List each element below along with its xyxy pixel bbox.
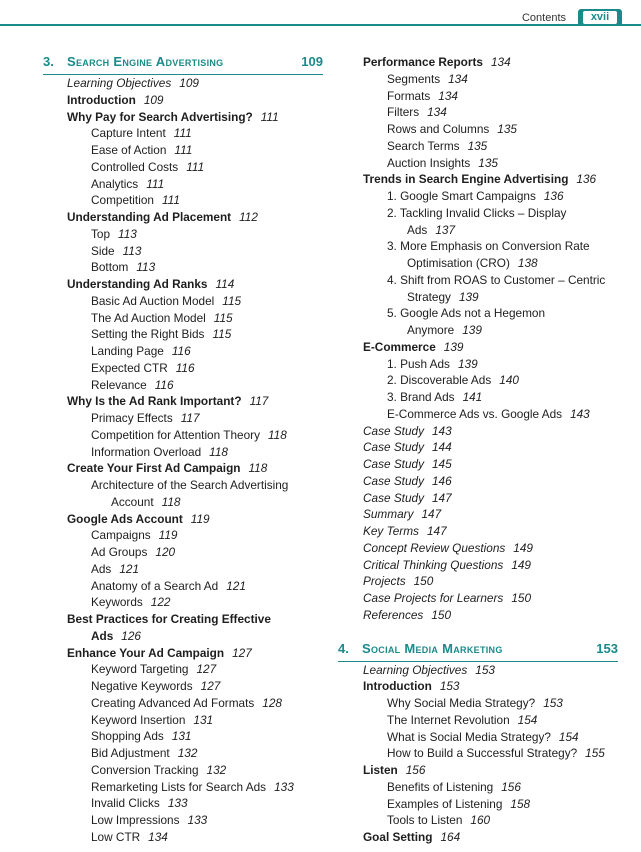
toc-entry-title: Bid Adjustment — [91, 746, 170, 760]
toc-entry[interactable] — [338, 222, 638, 239]
toc-entry[interactable] — [0, 829, 340, 846]
toc-entry-page: 127 — [232, 645, 252, 660]
toc-entry-title: Basic Ad Auction Model — [91, 293, 215, 308]
toc-entry-page: 132 — [206, 762, 227, 777]
toc-entry-title: How to Build a Successful Strategy? — [387, 746, 578, 761]
toc-entry[interactable] — [0, 628, 340, 645]
toc-entry-title: Analytics — [91, 176, 139, 191]
page-number: xvii — [583, 11, 617, 24]
chapter-page: 153 — [596, 640, 618, 656]
toc-entry[interactable] — [338, 490, 638, 507]
toc-entry-title: Case Projects for Learners — [363, 591, 504, 605]
chapter-heading[interactable] — [43, 54, 323, 75]
toc-entry[interactable] — [338, 695, 638, 712]
toc-entry[interactable] — [0, 511, 340, 528]
toc-entry-title: Keyword Targeting — [91, 662, 189, 677]
toc-entry[interactable] — [0, 544, 340, 561]
toc-entry-title: Top — [91, 226, 111, 241]
toc-entry-page: 147 — [426, 524, 447, 538]
toc-entry[interactable] — [0, 259, 340, 276]
toc-entry[interactable] — [0, 561, 340, 578]
toc-entry-title: Creating Advanced Ad Formats — [91, 695, 255, 710]
toc-entry-page: 136 — [543, 189, 564, 203]
toc-entry-page: 146 — [431, 473, 452, 488]
toc-entry-page: 117 — [180, 411, 200, 425]
toc-entry-page: 116 — [175, 360, 195, 375]
toc-entry-title: Rows and Columns — [387, 122, 490, 136]
toc-entry-page: 111 — [161, 193, 180, 208]
toc-entry-page: 127 — [200, 679, 221, 693]
toc-entry[interactable] — [0, 159, 340, 176]
chapter-number: 3. — [43, 54, 54, 69]
toc-entry[interactable] — [338, 812, 638, 829]
toc-entry[interactable] — [338, 356, 638, 373]
toc-entry-page: 135 — [467, 138, 488, 153]
toc-entry[interactable] — [0, 444, 340, 461]
toc-entry-title: Landing Page — [91, 344, 164, 358]
toc-entry-page: 149 — [513, 540, 533, 555]
toc-entry[interactable] — [338, 155, 638, 172]
toc-entry[interactable] — [0, 745, 340, 762]
toc-entry-page: 131 — [171, 729, 192, 744]
toc-entry-title: Performance Reports — [363, 55, 483, 69]
toc-entry-title: Case Study — [363, 423, 424, 438]
toc-entry-page: 131 — [193, 712, 214, 727]
toc-entry-title: Filters — [387, 105, 420, 120]
toc-entry-title: Case Study — [363, 440, 424, 455]
toc-entry[interactable] — [338, 205, 638, 222]
toc-entry-title: Expected CTR — [91, 360, 168, 375]
toc-entry-page: 121 — [119, 561, 140, 576]
toc-entry-title: E-Commerce — [363, 339, 436, 354]
chapter-number: 4. — [338, 640, 349, 656]
toc-entry-page: 145 — [431, 457, 452, 471]
toc-entry-title: Capture Intent — [91, 126, 166, 141]
toc-entry-page: 134 — [490, 55, 511, 69]
toc-entry-page: 109 — [179, 76, 199, 90]
toc-entry-title: Low CTR — [91, 829, 141, 844]
toc-entry[interactable] — [0, 276, 340, 293]
toc-entry[interactable] — [338, 607, 638, 624]
toc-entry-title: Optimisation (CRO) — [407, 256, 510, 270]
toc-entry-title: Case Study — [363, 457, 424, 471]
toc-entry-page: 128 — [262, 695, 282, 710]
toc-entry[interactable] — [338, 88, 638, 105]
toc-entry-page: 137 — [435, 222, 456, 237]
toc-entry[interactable] — [0, 762, 340, 779]
toc-entry[interactable] — [338, 238, 638, 255]
toc-entry-page: 111 — [260, 109, 279, 124]
toc-entry-title: Relevance — [91, 377, 147, 392]
toc-entry-page: 153 — [475, 662, 495, 677]
toc-entry-title: Keywords — [91, 595, 143, 610]
toc-entry-title: Google Ads Account — [67, 511, 183, 526]
toc-entry-title: Key Terms — [363, 524, 419, 538]
toc-entry-title: Anatomy of a Search Ad — [91, 578, 219, 593]
chapter-heading[interactable] — [338, 641, 618, 662]
toc-entry[interactable] — [338, 779, 638, 796]
toc-entry-page: 116 — [171, 344, 191, 358]
toc-entry-title: Understanding Ad Ranks — [67, 277, 208, 291]
toc-entry-title: 4. Shift from ROAS to Customer – Centric — [387, 272, 606, 287]
toc-entry-page: 154 — [517, 712, 538, 727]
toc-entry[interactable] — [0, 812, 340, 829]
toc-entry[interactable] — [0, 494, 340, 511]
toc-entry[interactable] — [338, 372, 638, 389]
toc-entry[interactable] — [0, 695, 340, 712]
toc-entry-page: 111 — [173, 126, 192, 141]
toc-entry-page: 118 — [248, 461, 268, 476]
toc-entry[interactable] — [338, 590, 638, 607]
toc-entry-title: Why Is the Ad Rank Important? — [67, 394, 242, 409]
toc-entry-title: Information Overload — [91, 444, 202, 459]
toc-entry-title: 2. Discoverable Ads — [387, 373, 492, 388]
toc-entry[interactable] — [338, 662, 638, 679]
toc-entry-page: 150 — [413, 574, 434, 589]
toc-entry-title: Concept Review Questions — [363, 540, 506, 555]
toc-entry[interactable] — [0, 226, 340, 243]
toc-entry-title: Competition for Attention Theory — [91, 427, 260, 442]
toc-entry-page: 111 — [186, 159, 205, 174]
toc-entry-title: Why Social Media Strategy? — [387, 696, 536, 710]
toc-list-left — [0, 75, 340, 846]
toc-entry-title: E-Commerce Ads vs. Google Ads — [387, 406, 563, 421]
toc-entry[interactable] — [338, 678, 638, 695]
toc-entry-page: 139 — [458, 289, 479, 304]
toc-entry-title: Auction Insights — [387, 155, 471, 170]
toc-entry[interactable] — [338, 540, 638, 557]
toc-entry-page: 144 — [431, 440, 452, 455]
toc-entry[interactable] — [338, 255, 638, 272]
toc-entry-title: Summary — [363, 507, 414, 522]
toc-entry-title: Benefits of Listening — [387, 779, 494, 794]
toc-entry[interactable] — [0, 611, 340, 628]
toc-entry-page: 113 — [136, 260, 156, 275]
toc-entry-title: Keyword Insertion — [91, 712, 186, 727]
toc-entry-title: Introduction — [363, 679, 432, 694]
toc-entry-page: 138 — [517, 256, 538, 270]
toc-entry[interactable] — [0, 594, 340, 611]
running-header: Contents — [521, 12, 566, 24]
toc-entry[interactable] — [338, 796, 638, 813]
toc-entry[interactable] — [338, 523, 638, 540]
toc-entry-title: The Ad Auction Model — [91, 310, 206, 325]
toc-entry-title: Learning Objectives — [363, 662, 468, 677]
toc-entry-title: Tools to Listen — [387, 813, 463, 828]
toc-entry[interactable] — [338, 272, 638, 289]
toc-entry-page: 136 — [576, 172, 597, 187]
toc-entry-title: 3. Brand Ads — [387, 390, 455, 404]
toc-entry[interactable] — [0, 192, 340, 209]
toc-entry[interactable] — [0, 343, 340, 360]
chapter-title: Search Engine Advertising — [67, 54, 224, 69]
chapter-title: Social Media Marketing — [362, 640, 503, 656]
toc-entry[interactable] — [0, 92, 340, 109]
toc-entry-title: Invalid Clicks — [91, 796, 160, 811]
toc-list-right — [338, 54, 638, 624]
toc-entry[interactable] — [338, 54, 638, 71]
toc-entry[interactable] — [338, 188, 638, 205]
toc-entry[interactable] — [0, 410, 340, 427]
toc-entry[interactable] — [338, 322, 638, 339]
toc-entry-title: Case Study — [363, 490, 424, 505]
toc-entry-title: Examples of Listening — [387, 796, 503, 811]
toc-entry-page: 141 — [462, 390, 483, 404]
toc-entry-title: Bottom — [91, 260, 129, 275]
toc-entry-title: Critical Thinking Questions — [363, 557, 504, 572]
toc-entry-page: 134 — [448, 71, 468, 86]
toc-entry[interactable] — [338, 305, 638, 322]
toc-entry-title: Anymore — [407, 323, 455, 337]
toc-entry-page: 143 — [431, 423, 452, 438]
toc-entry-page: 111 — [146, 176, 165, 191]
toc-entry-page: 150 — [431, 607, 452, 622]
toc-entry-page: 122 — [150, 595, 171, 610]
toc-entry[interactable] — [0, 460, 340, 477]
toc-entry-page: 112 — [239, 210, 258, 224]
toc-entry-title: 3. More Emphasis on Conversion Rate — [387, 239, 590, 254]
toc-entry-page: 135 — [497, 122, 517, 136]
toc-entry[interactable] — [0, 377, 340, 394]
toc-entry-page: 155 — [585, 746, 605, 761]
toc-entry[interactable] — [0, 176, 340, 193]
toc-entry[interactable] — [0, 712, 340, 729]
toc-entry-title: Ad Groups — [91, 545, 148, 559]
toc-entry-title: Why Pay for Search Advertising? — [67, 109, 253, 124]
toc-entry[interactable] — [338, 573, 638, 590]
toc-entry-page: 115 — [213, 310, 233, 325]
toc-entry-page: 133 — [167, 796, 188, 811]
toc-entry[interactable] — [338, 339, 638, 356]
toc-entry-title: Account — [111, 494, 154, 509]
toc-entry-title: Low Impressions — [91, 813, 180, 827]
toc-entry[interactable] — [338, 389, 638, 406]
toc-entry[interactable] — [338, 456, 638, 473]
toc-entry-page: 134 — [148, 829, 168, 844]
page-number-tab — [578, 9, 622, 26]
toc-entry[interactable] — [0, 728, 340, 745]
toc-entry-page: 164 — [440, 830, 461, 844]
toc-entry[interactable] — [338, 439, 638, 456]
toc-entry[interactable] — [0, 310, 340, 327]
toc-entry[interactable] — [338, 473, 638, 490]
toc-entry-title: Best Practices for Creating Effective — [67, 612, 271, 626]
toc-entry[interactable] — [338, 171, 638, 188]
toc-entry-title: Goal Setting — [363, 830, 433, 844]
toc-entry-title: Primacy Effects — [91, 411, 173, 425]
toc-entry-title: Negative Keywords — [91, 679, 193, 693]
toc-entry-page: 118 — [161, 494, 181, 509]
toc-entry[interactable] — [0, 75, 340, 92]
toc-entry[interactable] — [338, 745, 638, 762]
toc-entry-title: Side — [91, 243, 115, 258]
toc-entry-page: 143 — [570, 406, 590, 421]
toc-entry[interactable] — [0, 795, 340, 812]
toc-entry-title: Ads — [91, 628, 114, 643]
toc-entry-page: 139 — [462, 323, 482, 337]
toc-entry-page: 113 — [122, 243, 142, 258]
toc-entry-title: Projects — [363, 574, 406, 589]
toc-entry[interactable] — [0, 125, 340, 142]
toc-entry-title: 5. Google Ads not a Hegemon — [387, 306, 546, 321]
chapter-page: 109 — [301, 54, 323, 69]
toc-entry-page: 118 — [267, 427, 287, 442]
header-rule — [0, 24, 641, 26]
toc-entry[interactable] — [338, 729, 638, 746]
toc-entry-page: 127 — [196, 662, 217, 677]
toc-entry-page: 133 — [187, 813, 208, 827]
toc-entry-title: Shopping Ads — [91, 729, 164, 744]
toc-entry-page: 109 — [143, 92, 164, 107]
toc-entry-page: 115 — [212, 327, 232, 342]
toc-entry-page: 116 — [154, 377, 174, 392]
toc-entry[interactable] — [338, 289, 638, 306]
toc-entry-title: Campaigns — [91, 528, 151, 543]
toc-entry[interactable] — [0, 393, 340, 410]
toc-entry-page: 149 — [511, 557, 531, 572]
toc-entry[interactable] — [0, 243, 340, 260]
toc-entry[interactable] — [0, 209, 340, 226]
toc-entry-title: Trends in Search Engine Advertising — [363, 172, 569, 187]
toc-entry[interactable] — [338, 829, 638, 846]
toc-entry-title: Competition — [91, 193, 154, 208]
toc-entry[interactable] — [338, 423, 638, 440]
toc-entry-title: 1. Push Ads — [387, 356, 450, 371]
toc-entry-page: 153 — [543, 696, 563, 710]
toc-entry[interactable] — [0, 109, 340, 126]
toc-entry[interactable] — [0, 779, 340, 796]
toc-entry-page: 139 — [443, 339, 464, 354]
toc-entry-page: 147 — [431, 490, 452, 505]
toc-entry[interactable] — [338, 406, 638, 423]
toc-entry[interactable] — [0, 293, 340, 310]
toc-entry[interactable] — [338, 506, 638, 523]
toc-entry-title: Conversion Tracking — [91, 762, 199, 777]
toc-entry-page: 114 — [215, 277, 235, 291]
toc-entry[interactable] — [338, 121, 638, 138]
toc-entry-page: 147 — [421, 507, 442, 522]
toc-entry-page: 156 — [405, 763, 426, 777]
toc-entry[interactable] — [0, 427, 340, 444]
toc-entry-title: Setting the Right Bids — [91, 327, 205, 342]
toc-right-column — [338, 54, 638, 846]
toc-entry-title: Strategy — [407, 289, 451, 304]
toc-entry-page: 126 — [121, 628, 141, 643]
toc-entry-title: Introduction — [67, 92, 136, 107]
toc-entry-page: 153 — [439, 679, 460, 694]
toc-entry-page: 140 — [499, 373, 519, 388]
toc-entry-title: 1. Google Smart Campaigns — [387, 189, 536, 203]
toc-entry-page: 117 — [249, 394, 269, 409]
toc-entry[interactable] — [0, 326, 340, 343]
toc-entry-page: 115 — [222, 293, 242, 308]
toc-entry-title: What is Social Media Strategy? — [387, 729, 551, 744]
toc-entry-title: Listen — [363, 763, 398, 777]
toc-entry-page: 120 — [155, 545, 176, 559]
toc-entry-title: Segments — [387, 71, 441, 86]
toc-entry-page: 119 — [190, 511, 210, 526]
toc-entry[interactable] — [0, 578, 340, 595]
toc-entry[interactable] — [0, 661, 340, 678]
toc-entry-page: 160 — [470, 813, 491, 828]
toc-entry[interactable] — [338, 712, 638, 729]
toc-entry-title: Controlled Costs — [91, 159, 179, 174]
toc-entry-page: 119 — [158, 528, 178, 543]
toc-entry[interactable] — [338, 138, 638, 155]
toc-entry[interactable] — [0, 142, 340, 159]
toc-entry-title: Create Your First Ad Campaign — [67, 461, 241, 476]
toc-entry-title: Enhance Your Ad Campaign — [67, 645, 225, 660]
toc-entry-page: 139 — [457, 356, 478, 371]
toc-entry-title: Understanding Ad Placement — [67, 210, 232, 224]
toc-entry-title: References — [363, 607, 424, 622]
toc-entry-page: 135 — [478, 155, 498, 170]
toc-entry[interactable] — [0, 645, 340, 662]
toc-entry-page: 158 — [510, 796, 531, 811]
toc-entry-title: Remarketing Lists for Search Ads — [91, 779, 267, 794]
toc-entry-title: Ads — [91, 561, 112, 576]
toc-entry-title: Learning Objectives — [67, 76, 172, 90]
toc-entry[interactable] — [338, 71, 638, 88]
toc-entry[interactable] — [0, 678, 340, 695]
toc-entry-page: 154 — [558, 729, 579, 744]
toc-entry-page: 113 — [118, 226, 137, 241]
toc-entry-title: Search Terms — [387, 138, 460, 153]
toc-entry-page: 111 — [174, 143, 193, 157]
toc-entry[interactable] — [338, 557, 638, 574]
toc-entry-page: 133 — [274, 779, 294, 794]
toc-entry-page: 132 — [177, 746, 198, 760]
toc-entry-page: 118 — [209, 444, 228, 459]
toc-entry-page: 150 — [511, 591, 532, 605]
toc-entry-title: Ads — [407, 222, 428, 237]
toc-entry-title: The Internet Revolution — [387, 712, 510, 727]
toc-list-right-chapter4 — [338, 662, 638, 846]
toc-entry-page: 134 — [427, 105, 447, 120]
toc-entry-title: Ease of Action — [91, 143, 167, 157]
toc-entry-title: Formats — [387, 88, 431, 103]
toc-entry-title: Architecture of the Search Advertising — [91, 478, 289, 492]
toc-entry-page: 134 — [438, 88, 458, 103]
toc-entry[interactable] — [338, 104, 638, 121]
toc-left-column — [0, 54, 340, 846]
toc-entry[interactable] — [0, 527, 340, 544]
toc-entry[interactable] — [0, 360, 340, 377]
toc-entry-page: 156 — [501, 779, 521, 794]
toc-entry[interactable] — [338, 762, 638, 779]
toc-entry-title: 2. Tackling Invalid Clicks – Display — [387, 205, 567, 220]
toc-entry-page: 121 — [226, 578, 246, 593]
toc-entry-title: Case Study — [363, 473, 424, 488]
toc-entry[interactable] — [0, 477, 340, 494]
